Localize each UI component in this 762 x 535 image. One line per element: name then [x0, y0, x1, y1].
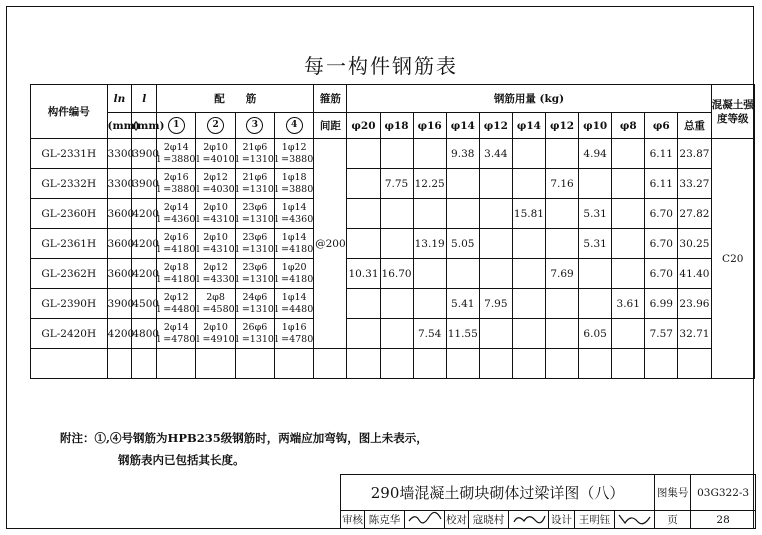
bar-count: 1φ12 — [281, 141, 307, 153]
bar-length: l =4310 — [196, 213, 235, 225]
weight-cell — [612, 259, 645, 289]
bar-count: 2φ10 — [203, 231, 228, 243]
clear-span: 4200 — [107, 319, 132, 349]
empty-cell — [275, 349, 314, 379]
checker-name: 寇晓村 — [469, 511, 509, 529]
bar-length: l =3880 — [275, 183, 314, 195]
bar-4-spec — [275, 289, 314, 319]
bar-count: 2φ14 — [163, 321, 189, 333]
bar-1-spec — [157, 139, 196, 169]
footnote-line-1: 附注：①,④号钢筋为HPB235级钢筋时，两端应加弯钩，图上未表示， — [60, 431, 428, 445]
footnote-line-2: 钢筋表内已包括其长度。 — [118, 453, 245, 467]
bar-length: l =4010 — [196, 153, 235, 165]
bar-count: 2φ16 — [163, 231, 189, 243]
bar-length: l =4780 — [275, 333, 314, 345]
weight-cell — [413, 289, 446, 319]
weight-cell — [545, 229, 578, 259]
bar-count: 23φ6 — [242, 231, 268, 243]
bar-count: 2φ10 — [203, 321, 228, 333]
bar-length: l =4180 — [157, 243, 196, 255]
footnote — [60, 427, 428, 471]
bar-length: l =4580 — [196, 303, 235, 315]
bar-4-spec — [275, 229, 314, 259]
empty-cell — [413, 349, 446, 379]
bar-length: l =1310 — [235, 243, 274, 255]
col-header-bar-2: 2 — [196, 113, 235, 139]
reviewer-name: 陈克华 — [365, 511, 405, 529]
weight-cell: 7.75 — [380, 169, 413, 199]
bar-1-spec — [157, 229, 196, 259]
empty-cell — [545, 349, 578, 379]
col-header-phi8: φ8 — [612, 113, 645, 139]
bar-length: l =1310 — [235, 333, 274, 345]
weight-cell — [446, 169, 479, 199]
col-header-peijin: 配 筋 — [157, 85, 314, 113]
bar-4-spec — [275, 139, 314, 169]
table-title: 每一构件钢筋表 — [304, 54, 458, 78]
bar-count: 2φ16 — [163, 171, 189, 183]
bar-2-spec — [196, 229, 235, 259]
beam-length: 4800 — [132, 319, 157, 349]
weight-cell — [612, 229, 645, 259]
bar-length: l =4030 — [196, 183, 235, 195]
col-header-phi12: φ12 — [479, 113, 512, 139]
weight-cell — [413, 139, 446, 169]
atlas-number: 03G322-3 — [691, 475, 756, 511]
col-header-bar-3: 3 — [235, 113, 274, 139]
empty-cell — [380, 349, 413, 379]
checker-signature-stroke — [511, 511, 547, 525]
beam-length: 3900 — [132, 139, 157, 169]
table-row — [31, 289, 755, 319]
bar-length: l =4910 — [196, 333, 235, 345]
weight-cell — [612, 319, 645, 349]
member-id: GL-2390H — [31, 289, 108, 319]
bar-length: l =3880 — [157, 153, 196, 165]
weight-cell: 13.19 — [413, 229, 446, 259]
reviewer-signature-stroke — [407, 511, 443, 525]
bar-3-spec — [235, 289, 274, 319]
bar-4-spec — [275, 199, 314, 229]
weight-cell — [612, 139, 645, 169]
drawing-title: 290墙混凝土砌块砌体过梁详图（八） — [341, 475, 655, 511]
weight-cell: 6.11 — [645, 139, 678, 169]
weight-cell: 3.44 — [479, 139, 512, 169]
beam-length: 4200 — [132, 229, 157, 259]
member-id: GL-2360H — [31, 199, 108, 229]
weight-cell — [479, 319, 512, 349]
empty-cell — [157, 349, 196, 379]
bar-2-spec — [196, 169, 235, 199]
bar-length: l =4330 — [196, 273, 235, 285]
col-header-l: l — [132, 85, 157, 113]
bar-count: 2φ12 — [163, 291, 189, 303]
empty-cell — [347, 349, 380, 379]
weight-cell — [380, 199, 413, 229]
member-id: GL-2362H — [31, 259, 108, 289]
empty-cell — [31, 349, 108, 379]
bar-count: 1φ14 — [281, 231, 307, 243]
weight-cell: 5.05 — [446, 229, 479, 259]
bar-3-spec — [235, 169, 274, 199]
weight-cell: 15.81 — [512, 199, 545, 229]
beam-length: 4500 — [132, 289, 157, 319]
designer-signature — [615, 511, 655, 529]
empty-cell — [479, 349, 512, 379]
empty-cell — [235, 349, 274, 379]
bar-3-spec — [235, 199, 274, 229]
table-row — [31, 319, 755, 349]
bar-length: l =4360 — [275, 213, 314, 225]
empty-row — [31, 349, 755, 379]
bar-3-spec — [235, 319, 274, 349]
bar-count: 2φ14 — [163, 141, 189, 153]
weight-cell: 6.70 — [645, 199, 678, 229]
weight-cell — [512, 319, 545, 349]
review-label: 审核 — [341, 511, 365, 529]
bar-count: 23φ6 — [242, 201, 268, 213]
member-id: GL-2420H — [31, 319, 108, 349]
weight-cell: 7.69 — [545, 259, 578, 289]
weight-cell: 6.05 — [579, 319, 612, 349]
bar-2-spec — [196, 139, 235, 169]
weight-cell — [512, 259, 545, 289]
beam-length: 4200 — [132, 199, 157, 229]
col-header-phi10: φ10 — [579, 113, 612, 139]
col-header-phi20: φ20 — [347, 113, 380, 139]
bar-1-spec — [157, 289, 196, 319]
total-weight: 32.71 — [678, 319, 711, 349]
bar-3-spec — [235, 139, 274, 169]
weight-cell: 3.61 — [612, 289, 645, 319]
weight-cell: 10.31 — [347, 259, 380, 289]
bar-1-spec — [157, 169, 196, 199]
bar-length: l =4360 — [157, 213, 196, 225]
bar-4-spec — [275, 319, 314, 349]
weight-cell — [347, 319, 380, 349]
weight-cell — [579, 169, 612, 199]
clear-span: 3600 — [107, 229, 132, 259]
bar-2-spec — [196, 199, 235, 229]
clear-span: 3600 — [107, 199, 132, 229]
weight-cell: 7.16 — [545, 169, 578, 199]
bar-1-spec — [157, 319, 196, 349]
table-row — [31, 169, 755, 199]
empty-cell — [446, 349, 479, 379]
bar-4-spec — [275, 259, 314, 289]
empty-cell — [512, 349, 545, 379]
weight-cell — [380, 319, 413, 349]
empty-cell — [196, 349, 235, 379]
weight-cell — [545, 319, 578, 349]
stirrup-spacing: @200 — [314, 139, 347, 349]
bar-length: l =4180 — [157, 273, 196, 285]
check-label: 校对 — [445, 511, 469, 529]
table-row — [31, 199, 755, 229]
clear-span: 3900 — [107, 289, 132, 319]
weight-cell: 7.54 — [413, 319, 446, 349]
bar-count: 2φ12 — [203, 261, 228, 273]
empty-cell — [579, 349, 612, 379]
bar-length: l =4180 — [275, 273, 314, 285]
weight-cell — [545, 199, 578, 229]
bar-count: 1φ16 — [281, 321, 307, 333]
weight-cell — [545, 289, 578, 319]
weight-cell: 6.99 — [645, 289, 678, 319]
weight-cell — [612, 199, 645, 229]
weight-cell — [512, 289, 545, 319]
table-row — [31, 139, 755, 169]
weight-cell — [380, 229, 413, 259]
weight-cell: 9.38 — [446, 139, 479, 169]
col-header-phi6: φ6 — [645, 113, 678, 139]
empty-cell — [314, 349, 347, 379]
col-header-l-unit: (mm) — [132, 113, 157, 139]
clear-span: 3300 — [107, 169, 132, 199]
beam-length: 3900 — [132, 169, 157, 199]
bar-length: l =3880 — [157, 183, 196, 195]
weight-cell: 6.70 — [645, 229, 678, 259]
weight-cell — [380, 289, 413, 319]
designer-signature-stroke — [617, 511, 653, 525]
total-weight: 23.96 — [678, 289, 711, 319]
title-block — [340, 474, 756, 529]
bar-length: l =1310 — [235, 183, 274, 195]
col-header-phi18: φ18 — [380, 113, 413, 139]
weight-cell — [479, 229, 512, 259]
bar-length: l =1310 — [235, 153, 274, 165]
col-header-concrete: 混凝土强度等级 — [711, 85, 754, 139]
weight-cell — [446, 199, 479, 229]
weight-cell — [612, 169, 645, 199]
weight-cell — [347, 169, 380, 199]
bar-count: 1φ20 — [281, 261, 307, 273]
bar-2-spec — [196, 259, 235, 289]
page-label: 页 — [655, 511, 691, 529]
bar-length: l =3880 — [275, 153, 314, 165]
weight-cell — [512, 139, 545, 169]
weight-cell — [479, 199, 512, 229]
weight-cell: 4.94 — [579, 139, 612, 169]
bar-count: 24φ6 — [242, 291, 268, 303]
empty-cell — [107, 349, 132, 379]
weight-cell: 7.57 — [645, 319, 678, 349]
bar-length: l =4310 — [196, 243, 235, 255]
weight-cell — [347, 199, 380, 229]
col-header-id: 构件编号 — [31, 85, 108, 139]
total-weight: 33.27 — [678, 169, 711, 199]
weight-cell: 7.95 — [479, 289, 512, 319]
col-header-phi16: φ16 — [413, 113, 446, 139]
clear-span: 3600 — [107, 259, 132, 289]
empty-cell — [645, 349, 678, 379]
bar-length: l =1310 — [235, 303, 274, 315]
concrete-grade: C20 — [711, 139, 754, 379]
col-header-spacing: 间距 — [314, 113, 347, 139]
col-header-bar-1: 1 — [157, 113, 196, 139]
col-header-usage: 钢筋用量 (kg) — [347, 85, 711, 113]
bar-count: 2φ18 — [163, 261, 189, 273]
col-header-phi14-b: φ14 — [512, 113, 545, 139]
bar-4-spec — [275, 169, 314, 199]
weight-cell — [347, 289, 380, 319]
weight-cell: 5.31 — [579, 199, 612, 229]
bar-length: l =4480 — [157, 303, 196, 315]
bar-length: l =4480 — [275, 303, 314, 315]
weight-cell — [579, 259, 612, 289]
rebar-table — [30, 84, 755, 379]
bar-length: l =4180 — [275, 243, 314, 255]
bar-2-spec — [196, 289, 235, 319]
empty-cell — [612, 349, 645, 379]
designer-name: 王明钰 — [575, 511, 615, 529]
col-header-bar-4: 4 — [275, 113, 314, 139]
bar-count: 26φ6 — [242, 321, 268, 333]
col-header-ln-unit: (mm) — [107, 113, 132, 139]
bar-2-spec — [196, 319, 235, 349]
table-row — [31, 229, 755, 259]
design-label: 设计 — [549, 511, 575, 529]
clear-span: 3300 — [107, 139, 132, 169]
weight-cell — [413, 199, 446, 229]
total-weight: 27.82 — [678, 199, 711, 229]
total-weight: 30.25 — [678, 229, 711, 259]
bar-count: 2φ8 — [206, 291, 225, 303]
weight-cell: 16.70 — [380, 259, 413, 289]
bar-3-spec — [235, 229, 274, 259]
weight-cell — [413, 259, 446, 289]
member-id: GL-2332H — [31, 169, 108, 199]
bar-count: 1φ18 — [281, 171, 307, 183]
weight-cell — [479, 169, 512, 199]
col-header-ln: ln — [107, 85, 132, 113]
weight-cell — [347, 139, 380, 169]
weight-cell — [347, 229, 380, 259]
bar-3-spec — [235, 259, 274, 289]
weight-cell: 11.55 — [446, 319, 479, 349]
bar-length: l =1310 — [235, 273, 274, 285]
bar-count: 23φ6 — [242, 261, 268, 273]
bar-count: 2φ12 — [203, 171, 228, 183]
page-number: 28 — [691, 511, 756, 529]
weight-cell — [446, 259, 479, 289]
reviewer-signature — [405, 511, 445, 529]
bar-1-spec — [157, 259, 196, 289]
col-header-phi14: φ14 — [446, 113, 479, 139]
bar-length: l =4780 — [157, 333, 196, 345]
bar-count: 1φ14 — [281, 201, 307, 213]
col-header-phi12-b: φ12 — [545, 113, 578, 139]
weight-cell — [512, 229, 545, 259]
weight-cell — [579, 289, 612, 319]
table-row — [31, 259, 755, 289]
total-weight: 41.40 — [678, 259, 711, 289]
bar-count: 1φ14 — [281, 291, 307, 303]
weight-cell — [479, 259, 512, 289]
beam-length: 4200 — [132, 259, 157, 289]
weight-cell: 6.11 — [645, 169, 678, 199]
member-id: GL-2361H — [31, 229, 108, 259]
weight-cell — [512, 169, 545, 199]
bar-count: 21φ6 — [242, 141, 268, 153]
bar-count: 21φ6 — [242, 171, 268, 183]
weight-cell: 6.70 — [645, 259, 678, 289]
atlas-label: 图集号 — [655, 475, 691, 511]
weight-cell: 12.25 — [413, 169, 446, 199]
weight-cell — [380, 139, 413, 169]
total-weight: 23.87 — [678, 139, 711, 169]
bar-1-spec — [157, 199, 196, 229]
empty-cell — [678, 349, 711, 379]
empty-cell — [132, 349, 157, 379]
bar-count: 2φ10 — [203, 201, 228, 213]
weight-cell — [545, 139, 578, 169]
bar-length: l =1310 — [235, 213, 274, 225]
member-id: GL-2331H — [31, 139, 108, 169]
bar-count: 2φ10 — [203, 141, 228, 153]
col-header-stirrup: 箍筋 — [314, 85, 347, 113]
weight-cell: 5.31 — [579, 229, 612, 259]
checker-signature — [509, 511, 549, 529]
weight-cell: 5.41 — [446, 289, 479, 319]
col-header-total: 总重 — [678, 113, 711, 139]
bar-count: 2φ14 — [163, 201, 189, 213]
